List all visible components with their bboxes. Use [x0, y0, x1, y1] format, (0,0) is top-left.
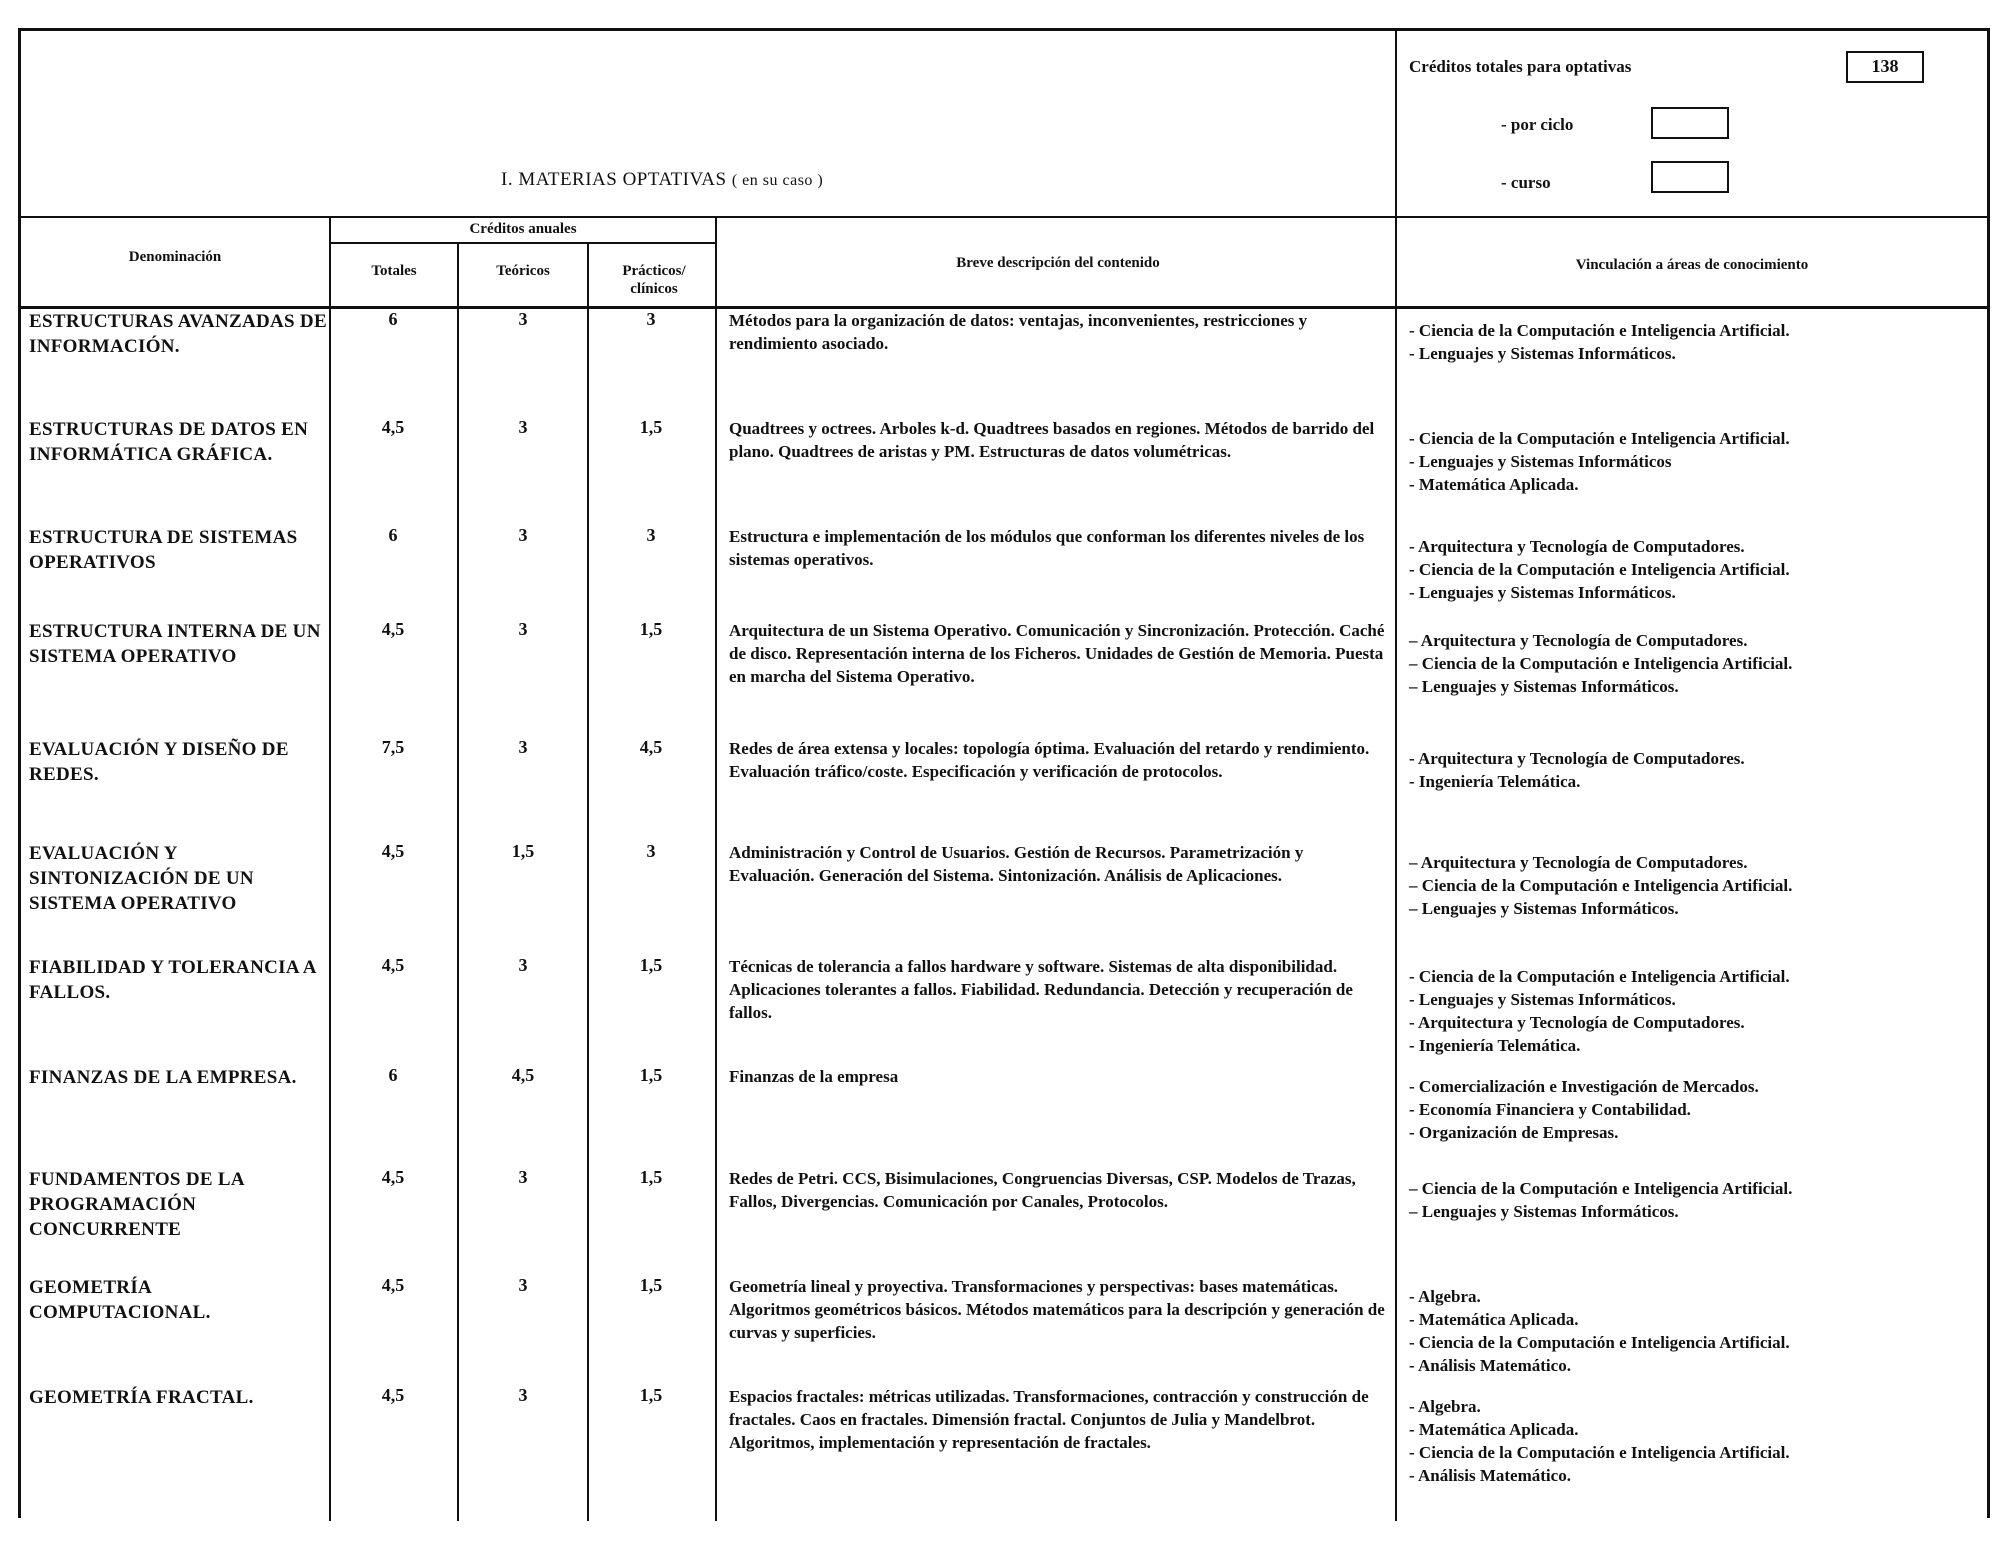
- credits-teoricos: 3: [518, 955, 528, 975]
- credits-teoricos: 4,5: [511, 1065, 535, 1085]
- knowledge-areas: [1409, 737, 1984, 793]
- subject-description: Espacios fractales: métricas utilizadas. Transformaciones, contracción y construcción de fractales. Caos en fractales. Dimensión fractal. Conjuntos de Julia y Mandelbrot. Algoritmos, implementación y representación de fractales.: [729, 1387, 1369, 1452]
- credits-practicos: 1,5: [639, 417, 663, 437]
- subject-description: Métodos para la organización de datos: ventajas, inconvenientes, restricciones y rendimiento asociado.: [729, 311, 1308, 353]
- curso-box: [1651, 161, 1729, 193]
- subject-description: Geometría lineal y proyectiva. Transformaciones y perspectivas: bases matemáticas. Algoritmos geométricos básicos. Métodos matemáticos para la descripción y generación de curvas y superficies.: [729, 1277, 1385, 1342]
- knowledge-areas: [1409, 619, 1984, 698]
- subject-description: Redes de área extensa y locales: topología óptima. Evaluación del retardo y rendimiento. Evaluación tráfico/coste. Especificación y verificación de protocolos.: [729, 739, 1370, 781]
- subject-name: GEOMETRÍA COMPUTACIONAL.: [29, 1277, 211, 1323]
- subject-description: Finanzas de la empresa: [729, 1067, 899, 1086]
- knowledge-areas: [1409, 1385, 1984, 1487]
- credits-totales: 4,5: [381, 1275, 405, 1295]
- knowledge-areas: [1409, 841, 1984, 920]
- credits-practicos: 1,5: [639, 619, 663, 639]
- credits-totales: 4,5: [381, 619, 405, 639]
- credits-teoricos: 3: [518, 1385, 528, 1405]
- knowledge-area-item: - Ingeniería Telemática.: [1409, 1036, 1581, 1055]
- credits-teoricos: 3: [518, 1167, 528, 1187]
- knowledge-area-item: – Ciencia de la Computación e Inteligencia Artificial.: [1409, 876, 1793, 895]
- knowledge-areas: [1409, 309, 1984, 365]
- credits-teoricos: 3: [518, 619, 528, 639]
- subject-name: ESTRUCTURAS DE DATOS EN INFORMÁTICA GRÁFICA.: [29, 419, 309, 465]
- credits-totales: 7,5: [381, 737, 405, 757]
- col-teoricos: Teóricos: [496, 263, 550, 279]
- subject-name: EVALUACIÓN Y DISEÑO DE REDES.: [29, 739, 289, 785]
- credits-practicos: 1,5: [639, 1275, 663, 1295]
- por-ciclo-label: - por ciclo: [1501, 115, 1574, 134]
- knowledge-area-item: - Organización de Empresas.: [1409, 1123, 1619, 1142]
- knowledge-area-item: - Ciencia de la Computación e Inteligencia Artificial.: [1409, 560, 1790, 579]
- subject-name: ESTRUCTURAS AVANZADAS DE INFORMACIÓN.: [29, 311, 327, 357]
- subject-description: Arquitectura de un Sistema Operativo. Comunicación y Sincronización. Protección. Caché de disco. Representación interna de los Ficheros. Unidades de Gestión de Memoria. Puesta en marcha del Sistema Operativo.: [729, 621, 1385, 686]
- knowledge-area-item: - Lenguajes y Sistemas Informáticos.: [1409, 583, 1676, 602]
- knowledge-area-item: - Algebra.: [1409, 1397, 1481, 1416]
- col-vinculacion: Vinculación a áreas de conocimiento: [1575, 257, 1809, 273]
- table-header: [21, 31, 1987, 218]
- knowledge-area-item: - Arquitectura y Tecnología de Computadores.: [1409, 537, 1745, 556]
- knowledge-area-item: - Ciencia de la Computación e Inteligencia Artificial.: [1409, 1333, 1790, 1352]
- credits-practicos: 3: [646, 841, 656, 861]
- credits-teoricos: 1,5: [511, 841, 535, 861]
- col-descripcion: Breve descripción del contenido: [956, 255, 1160, 271]
- credits-practicos: 4,5: [639, 737, 663, 757]
- knowledge-area-item: - Ciencia de la Computación e Inteligencia Artificial.: [1409, 1443, 1790, 1462]
- credits-teoricos: 3: [518, 1275, 528, 1295]
- knowledge-area-item: - Algebra.: [1409, 1287, 1481, 1306]
- subheader-rule: [331, 242, 715, 244]
- credits-totales: 4,5: [381, 1385, 405, 1405]
- knowledge-area-item: - Lenguajes y Sistemas Informáticos.: [1409, 344, 1676, 363]
- knowledge-area-item: - Ingeniería Telemática.: [1409, 772, 1581, 791]
- subject-name: FIABILIDAD Y TOLERANCIA A FALLOS.: [29, 957, 316, 1003]
- curso-label: - curso: [1501, 173, 1551, 192]
- credits-teoricos: 3: [518, 309, 528, 329]
- credits-practicos: 1,5: [639, 955, 663, 975]
- credits-totales: 6: [388, 525, 398, 545]
- knowledge-area-item: - Economía Financiera y Contabilidad.: [1409, 1100, 1691, 1119]
- subject-name: FUNDAMENTOS DE LA PROGRAMACIÓN CONCURRENTE: [29, 1169, 244, 1240]
- knowledge-area-item: - Arquitectura y Tecnología de Computadores.: [1409, 1013, 1745, 1032]
- knowledge-areas: [1409, 1275, 1984, 1377]
- por-ciclo-box: [1651, 107, 1729, 139]
- knowledge-area-item: - Lenguajes y Sistemas Informáticos: [1409, 452, 1672, 471]
- knowledge-area-item: - Arquitectura y Tecnología de Computadores.: [1409, 749, 1745, 768]
- knowledge-area-item: – Ciencia de la Computación e Inteligencia Artificial.: [1409, 1179, 1793, 1198]
- credits-totales: 4,5: [381, 1167, 405, 1187]
- credits-practicos: 1,5: [639, 1065, 663, 1085]
- knowledge-areas: [1409, 417, 1984, 496]
- knowledge-area-item: - Lenguajes y Sistemas Informáticos.: [1409, 990, 1676, 1009]
- subject-name: FINANZAS DE LA EMPRESA.: [29, 1067, 297, 1088]
- credits-teoricos: 3: [518, 737, 528, 757]
- credits-total-label: Créditos totales para optativas: [1409, 57, 1632, 76]
- subject-name: ESTRUCTURA DE SISTEMAS OPERATIVOS: [29, 527, 298, 573]
- knowledge-area-item: – Lenguajes y Sistemas Informáticos.: [1409, 899, 1679, 918]
- column-headers: [21, 216, 1987, 309]
- col-practicos: Prácticos/ clínicos: [622, 263, 686, 297]
- page-title: I. MATERIAS OPTATIVAS ( en su caso ): [501, 169, 824, 190]
- optativas-table: [18, 28, 1990, 1518]
- subject-description: Quadtrees y octrees. Arboles k-d. Quadtrees basados en regiones. Métodos de barrido del plano. Quadtrees de aristas y PM. Estructuras de datos volumétricas.: [729, 419, 1375, 461]
- subject-description: Administración y Control de Usuarios. Gestión de Recursos. Parametrización y Evaluación. Generación del Sistema. Sintonización. Análisis de Aplicaciones.: [729, 843, 1304, 885]
- knowledge-area-item: - Matemática Aplicada.: [1409, 1420, 1579, 1439]
- knowledge-area-item: - Ciencia de la Computación e Inteligencia Artificial.: [1409, 429, 1790, 448]
- knowledge-area-item: - Ciencia de la Computación e Inteligencia Artificial.: [1409, 321, 1790, 340]
- subject-name: EVALUACIÓN Y SINTONIZACIÓN DE UN SISTEMA OPERATIVO: [29, 843, 254, 914]
- credits-totales: 4,5: [381, 955, 405, 975]
- knowledge-areas: [1409, 955, 1984, 1057]
- credits-practicos: 1,5: [639, 1385, 663, 1405]
- col-totales: Totales: [371, 263, 417, 279]
- col-creditos-anuales: Créditos anuales: [469, 221, 577, 237]
- col-line-5: [1395, 216, 1397, 1521]
- knowledge-area-item: - Comercialización e Investigación de Mercados.: [1409, 1077, 1759, 1096]
- credits-practicos: 1,5: [639, 1167, 663, 1187]
- knowledge-area-item: - Matemática Aplicada.: [1409, 1310, 1579, 1329]
- knowledge-areas: [1409, 525, 1984, 604]
- knowledge-area-item: – Lenguajes y Sistemas Informáticos.: [1409, 677, 1679, 696]
- knowledge-area-item: - Matemática Aplicada.: [1409, 475, 1579, 494]
- credits-practicos: 3: [646, 309, 656, 329]
- subject-name: ESTRUCTURA INTERNA DE UN SISTEMA OPERATIVO: [29, 621, 321, 667]
- credits-totales: 6: [388, 309, 398, 329]
- credits-totales: 4,5: [381, 417, 405, 437]
- credits-teoricos: 3: [518, 525, 528, 545]
- knowledge-area-item: – Lenguajes y Sistemas Informáticos.: [1409, 1202, 1679, 1221]
- knowledge-area-item: - Análisis Matemático.: [1409, 1466, 1571, 1485]
- knowledge-area-item: - Análisis Matemático.: [1409, 1356, 1571, 1375]
- subject-description: Técnicas de tolerancia a fallos hardware y software. Sistemas de alta disponibilidad. Aplicaciones tolerantes a fallos. Fiabilidad. Redundancia. Detección y recuperación de fallos.: [729, 957, 1353, 1022]
- subject-description: Estructura e implementación de los módulos que conforman los diferentes niveles de los sistemas operativos.: [729, 527, 1365, 569]
- col-denominacion: Denominación: [128, 249, 222, 265]
- credits-summary: [1401, 31, 1986, 216]
- knowledge-areas: [1409, 1065, 1984, 1144]
- subject-name: GEOMETRÍA FRACTAL.: [29, 1387, 254, 1408]
- credits-totales: 4,5: [381, 841, 405, 861]
- credits-total-value: 138: [1846, 51, 1924, 83]
- col-line-4: [715, 216, 717, 1521]
- knowledge-areas: [1409, 1167, 1984, 1223]
- knowledge-area-item: – Arquitectura y Tecnología de Computadores.: [1409, 853, 1748, 872]
- header-divider: [1395, 31, 1397, 216]
- col-line-1: [329, 216, 331, 1521]
- knowledge-area-item: – Arquitectura y Tecnología de Computadores.: [1409, 631, 1748, 650]
- title-note: ( en su caso ): [731, 172, 824, 189]
- credits-teoricos: 3: [518, 417, 528, 437]
- credits-totales: 6: [388, 1065, 398, 1085]
- subject-description: Redes de Petri. CCS, Bisimulaciones, Congruencias Diversas, CSP. Modelos de Trazas, Fallos, Divergencias. Comunicación por Canales, Protocolos.: [729, 1169, 1356, 1211]
- knowledge-area-item: - Ciencia de la Computación e Inteligencia Artificial.: [1409, 967, 1790, 986]
- knowledge-area-item: – Ciencia de la Computación e Inteligencia Artificial.: [1409, 654, 1793, 673]
- credits-practicos: 3: [646, 525, 656, 545]
